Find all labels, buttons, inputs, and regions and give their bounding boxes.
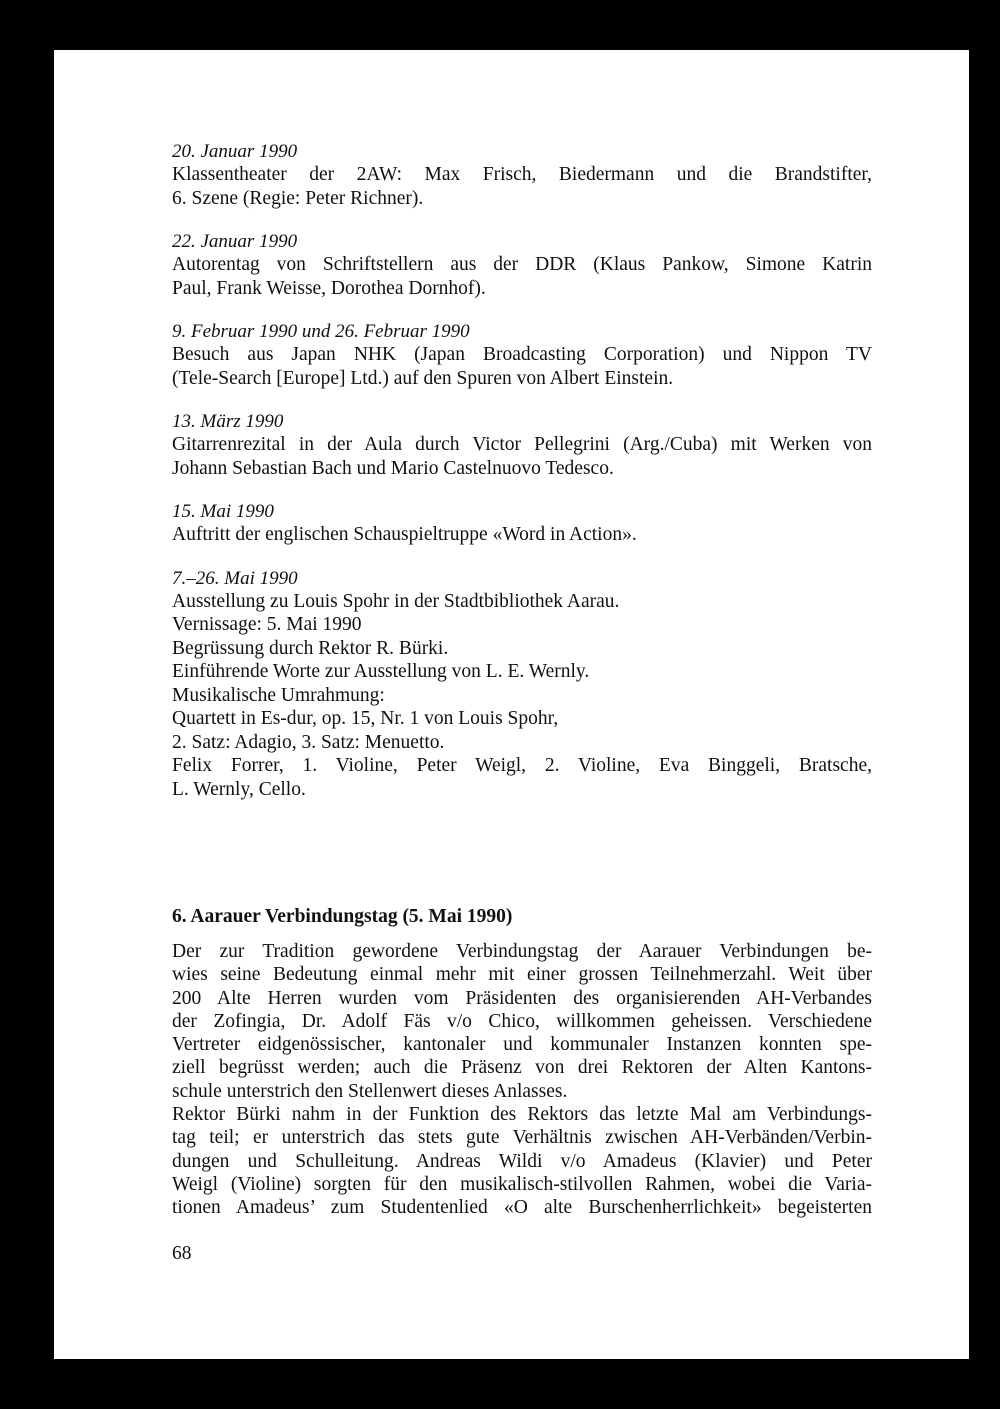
paragraph-line: Der zur Tradition gewordene Verbindungstag der Aarauer Verbindungen be- (172, 941, 872, 962)
event-text-line: (Tele-Search [Europe] Ltd.) auf den Spuren von Albert Einstein. (172, 367, 674, 389)
paragraph-line: ziell begrüsst werden; auch die Präsenz von drei Rektoren der Alten Kantons- (172, 1057, 872, 1079)
paragraph-line: Weigl (Violine) sorgten für den musikalisch-stilvollen Rahmen, wobei die Varia- (172, 1173, 872, 1195)
event-entry (172, 410, 872, 480)
event-text-line: Einführende Worte zur Ausstellung von L. E. Wernly. (172, 661, 590, 682)
section-heading: 6. Aarauer Verbindungstag (5. Mai 1990) (172, 906, 513, 927)
event-text-line: Gitarrenrezital in der Aula durch Victor Pellegrini (Arg./Cuba) mit Werken von (172, 434, 872, 455)
paragraph-line: tionen Amadeus’ zum Studentenlied «O alte Burschenherrlichkeit» begeisterten (172, 1197, 872, 1219)
event-text-line: 2. Satz: Adagio, 3. Satz: Menuetto. (172, 731, 445, 753)
paragraph-line: Rektor Bürki nahm in der Funktion des Rektors das letzte Mal am Verbindungs- (172, 1104, 872, 1126)
event-date: 20. Januar 1990 (172, 141, 298, 162)
event-text-line: Ausstellung zu Louis Spohr in der Stadtbibliothek Aarau. (172, 590, 620, 612)
event-text-line: Auftritt der englischen Schauspieltruppe «Word in Action». (172, 524, 637, 545)
event-text-line: Johann Sebastian Bach und Mario Castelnuovo Tedesco. (172, 457, 614, 479)
paragraph-line: der Zofingia, Dr. Adolf Fäs v/o Chico, willkommen geheissen. Verschiedene (172, 1010, 872, 1032)
event-text-line: Klassentheater der 2AW: Max Frisch, Biedermann und die Brandstifter, (172, 164, 872, 185)
event-entry (172, 500, 872, 547)
event-text-line: L. Wernly, Cello. (172, 778, 306, 800)
event-entry (172, 230, 872, 300)
event-text-line: Quartett in Es-dur, op. 15, Nr. 1 von Louis Spohr, (172, 708, 559, 729)
event-text-line: Besuch aus Japan NHK (Japan Broadcasting Corporation) und Nippon TV (172, 344, 872, 365)
paragraph-line: 200 Alte Herren wurden vom Präsidenten des organisierenden AH-Verbandes (172, 987, 872, 1009)
section-paragraph (172, 940, 872, 1220)
event-text-line: Vernissage: 5. Mai 1990 (172, 614, 362, 635)
event-entry (172, 567, 872, 802)
event-list (172, 140, 872, 821)
event-text-line: Musikalische Umrahmung: (172, 684, 385, 706)
event-date: 22. Januar 1990 (172, 231, 298, 252)
event-date: 13. März 1990 (172, 411, 284, 432)
event-text-line: Autorentag von Schriftstellern aus der DDR (Klaus Pankow, Simone Katrin (172, 254, 872, 275)
paragraph-line: tag teil; er unterstrich das stets gute Verhältnis zwischen AH-Verbänden/Verbin- (172, 1127, 872, 1149)
event-text-line: 6. Szene (Regie: Peter Richner). (172, 187, 424, 209)
paragraph-line: Vertreter eidgenössischer, kantonaler und kommunaler Instanzen konnten spe- (172, 1034, 872, 1056)
event-entry (172, 140, 872, 210)
event-text-line: Begrüssung durch Rektor R. Bürki. (172, 637, 449, 659)
paragraph-line: wies seine Bedeutung einmal mehr mit einer grossen Teilnehmerzahl. Weit über (172, 964, 872, 986)
event-entry (172, 320, 872, 390)
page-number: 68 (172, 1243, 192, 1264)
event-text-line: Paul, Frank Weisse, Dorothea Dornhof). (172, 277, 486, 299)
event-date: 9. Februar 1990 und 26. Februar 1990 (172, 321, 470, 342)
event-text-line: Felix Forrer, 1. Violine, Peter Weigl, 2. Violine, Eva Binggeli, Bratsche, (172, 755, 872, 776)
event-date: 7.–26. Mai 1990 (172, 567, 298, 589)
paragraph-line: schule unterstrich den Stellenwert dieses Anlasses. (172, 1080, 568, 1102)
event-date: 15. Mai 1990 (172, 501, 274, 522)
paragraph-line: dungen und Schulleitung. Andreas Wildi v/o Amadeus (Klavier) und Peter (172, 1150, 872, 1172)
